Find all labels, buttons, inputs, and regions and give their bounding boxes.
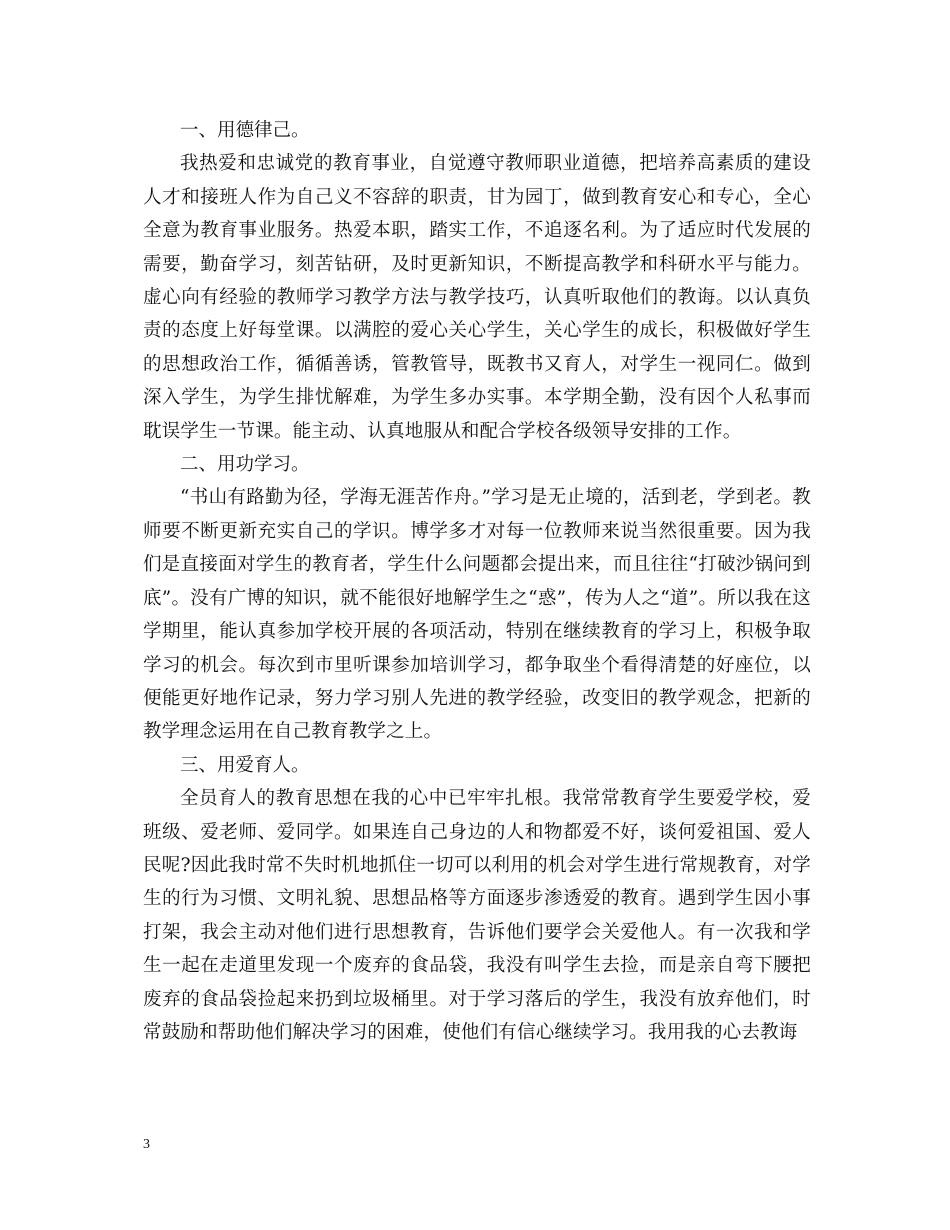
section-paragraph-2: “书山有路勤为径，学海无涯苦作舟。”学习是无止境的，活到老，学到老。教师要不断更新充实自己的学识。博学多才对每一位教师来说当然很重要。因为我们是直接面对学生的教育者，学生什么问题都会提出来，而且往往“打破沙锅问到底”。没有广博的知识，就不能很好地解学生之“惑”，传为人之“道”。所以我在这学期里，能认真参加学校开展的各项活动，特别在继续教育的学习上，积极争取学习的机会。每次到市里听课参加培训学习，都争取坐个看得清楚的好座位，以便能更好地作记录，努力学习别人先进的教学经验，改变旧的教学观念，把新的教学理念运用在自己教育教学之上。 bbox=[143, 487, 811, 743]
section-paragraph-1: 我热爱和忠诚党的教育事业，自觉遵守教师职业道德，把培养高素质的建设人才和接班人作为自己义不容辞的职责，甘为园丁，做到教育安心和专心，全心全意为教育事业服务。热爱本职，踏实工作，不追逐名利。为了适应时代发展的需要，勤奋学习，刻苦钻研，及时更新知识，不断提高教学和科研水平与能力。虚心向有经验的教师学习教学方法与教学技巧，认真听取他们的教诲。以认真负责的态度上好每堂课。以满腔的爱心关心学生，关心学生的成长，积极做好学生的思想政治工作，循循善诱，管教管导，既教书又育人，对学生一视同仁。做到深入学生，为学生排忧解难，为学生多办实事。本学期全勤，没有因个人私事而耽误学生一节课。能主动、认真地服从和配合学校各级领导安排的工作。 bbox=[143, 153, 811, 442]
document-body bbox=[143, 114, 811, 1049]
section-heading-2: 二、用功学习。 bbox=[180, 454, 310, 476]
section-paragraph-3: 全员育人的教育思想在我的心中已牢牢扎根。我常常教育学生要爱学校，爱班级、爱老师、爱同学。如果连自己身边的人和物都爱不好，谈何爱祖国、爱人民呢?因此我时常不失时机地抓住一切可以利用的机会对学生进行常规教育，对学生的行为习惯、文明礼貌、思想品格等方面逐步渗透爱的教育。遇到学生因小事打架，我会主动对他们进行思想教育，告诉他们要学会关爱他人。有一次我和学生一起在走道里发现一个废弃的食品袋，我没有叫学生去捡，而是亲自弯下腰把废弃的食品袋捡起来扔到垃圾桶里。对于学习落后的学生，我没有放弃他们，时常鼓励和帮助他们解决学习的困难，使他们有信心继续学习。我用我的心去教诲 bbox=[143, 788, 811, 1043]
section-heading-1: 一、用德律己。 bbox=[180, 120, 310, 141]
page-number: 3 bbox=[143, 1137, 150, 1152]
section-heading-3: 三、用爱育人。 bbox=[180, 754, 310, 776]
